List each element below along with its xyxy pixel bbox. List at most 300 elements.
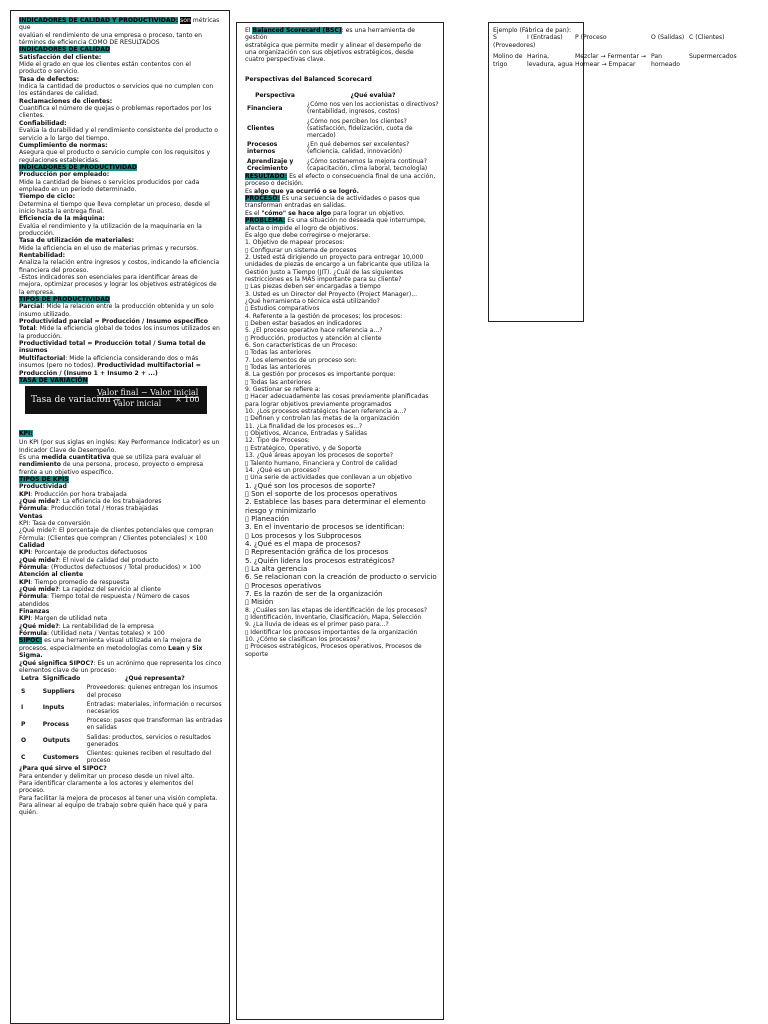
col1-line xyxy=(19,54,223,61)
column-1-text xyxy=(19,17,223,384)
col1-kpi-line xyxy=(19,608,223,615)
col1-kpi-line xyxy=(19,557,223,564)
col2-line xyxy=(245,540,439,548)
col2-text: 5. ¿El proceso operativo hace referencia a...? xyxy=(245,327,383,335)
col2-line xyxy=(245,239,439,246)
col2-text: ▯ Planeación xyxy=(245,514,290,523)
col1-kpi-text: Es una xyxy=(19,453,42,461)
sipoc-row xyxy=(19,749,225,765)
col1-line xyxy=(19,68,223,75)
col1-line xyxy=(19,61,223,68)
col2-line xyxy=(245,532,439,540)
col1-text: métricas que xyxy=(19,17,220,32)
col1-kpi-text: es una herramienta visual utilizada en la mejora de xyxy=(42,637,202,645)
col1-kpi-line xyxy=(19,439,223,446)
col1-text: empleado en un periodo determinado. xyxy=(19,185,137,193)
page-column-2 xyxy=(236,22,444,1020)
col2-text: ¿Qué herramienta o técnica está utilizando? xyxy=(245,297,380,305)
col1-text: Cuantifica el número de quejas o problemas reportados por los xyxy=(19,105,212,113)
col1-text: Reclamaciones de clientes: xyxy=(19,97,113,105)
col2-line xyxy=(245,188,439,195)
col2-text: 5. ¿Quién lidera los procesos estratégicos? xyxy=(245,556,395,565)
col1-line xyxy=(19,149,223,156)
col2-text: 2. Establece las bases para determinar el elemento xyxy=(245,498,426,507)
col1-sipoc-text: Para identificar claramente a los actores y elementos del xyxy=(19,780,194,788)
col1-line xyxy=(19,370,223,377)
col1-text: inicio hasta la entrega final. xyxy=(19,207,104,215)
col1-kpi-line xyxy=(19,579,223,586)
col1-kpi-text: : Porcentaje de productos defectuosos xyxy=(30,549,148,557)
page-column-1 xyxy=(10,10,230,1024)
col2-intro-text: cuatro perspectivas clave. xyxy=(245,56,326,64)
col1-text: servicio a lo largo del tiempo. xyxy=(19,134,110,142)
col1-text: financiera del proceso. xyxy=(19,266,89,274)
example-header: O (Salidas) xyxy=(651,34,685,42)
col1-line xyxy=(19,318,223,325)
col2-line xyxy=(245,607,439,614)
sipoc-cell: Customers xyxy=(42,753,79,761)
col2-text: Es una situación no deseada que interrumpe, xyxy=(285,217,426,225)
sipoc-cell: Suppliers xyxy=(42,687,75,695)
col2-line xyxy=(245,507,439,515)
col2-line xyxy=(245,523,439,531)
col1-kpi-text: Six xyxy=(192,644,203,652)
col1-kpi-line xyxy=(19,505,223,512)
col1-line xyxy=(19,112,223,119)
sipoc-table xyxy=(19,674,225,765)
col1-kpi-text: medida cuantitativa xyxy=(41,453,111,461)
column-2-bsc-intro xyxy=(245,27,439,64)
col2-text: ▯ Objetivos, Alcance, Entradas y Salidas xyxy=(245,430,368,438)
col1-line xyxy=(19,186,223,193)
col1-kpi-text: Fórmula: (Clientes que compran / Clientes potenciales) × 100 xyxy=(19,534,208,542)
col1-line xyxy=(19,325,223,332)
col1-kpi-text: KPI xyxy=(19,578,31,586)
col1-text: Mide la eficiencia en el uso de materias primas y recursos. xyxy=(19,244,199,252)
col1-line xyxy=(19,362,223,369)
sipoc-header-letra: Letra xyxy=(21,675,39,683)
col1-kpi-line xyxy=(19,601,223,608)
col1-kpi-text: KPI xyxy=(19,549,31,557)
col2-text: ▯ Procesos operativos xyxy=(245,581,322,590)
col1-kpi-text: : Margen de utilidad neta xyxy=(30,615,108,623)
sipoc-cell: Entradas: materiales, información o recursos necesarios xyxy=(86,700,222,715)
col2-text: 6. Se relacionan con la creación de producto o servicio xyxy=(245,573,437,582)
col1-sipoc-line xyxy=(19,809,223,816)
column-1-kpi-text xyxy=(19,439,223,674)
col1-line xyxy=(19,179,223,186)
col2-intro-line xyxy=(245,49,439,56)
col1-line xyxy=(19,46,223,53)
col2-text: algo que ya ocurrió o se logró. xyxy=(253,187,359,195)
sipoc-row xyxy=(19,700,225,716)
sipoc-row xyxy=(19,733,225,749)
col1-kpi-text: : Producción por hora trabajada xyxy=(30,490,127,498)
col2-line xyxy=(245,490,439,498)
col1-kpi-line xyxy=(19,476,223,483)
col2-text: unidades de piezas de encargo a un fabricante que utiliza la xyxy=(245,261,430,269)
kpi-tag: KPI: xyxy=(19,430,33,438)
col2-text: 8. ¿Cuáles son las etapas de identificación de los procesos? xyxy=(245,606,427,614)
col2-text: restricciones es la MÁS importante para su cliente? xyxy=(245,275,402,283)
col1-sipoc-text: ¿Para qué sirve el SIPOC? xyxy=(19,765,107,773)
col2-line xyxy=(245,349,439,356)
col2-line xyxy=(245,247,439,254)
col2-text: ▯ Todas las anteriores xyxy=(245,378,311,386)
col2-line xyxy=(245,320,439,327)
col1-text: Productividad total = Producción total / Suma total de insumos xyxy=(19,340,206,355)
col2-text: soporte xyxy=(245,650,269,658)
formula-multiplier: × 100 xyxy=(175,395,200,405)
col2-line xyxy=(245,261,439,268)
col1-line xyxy=(19,377,223,384)
col1-text: regulaciones establecidas. xyxy=(19,156,100,164)
col2-intro-line xyxy=(245,42,439,49)
col1-text: Mide la cantidad de bienes o servicios producidos por cada xyxy=(19,178,200,186)
col1-text: evalúan el rendimiento de una empresa o proceso, tanto en xyxy=(19,31,203,39)
col2-line xyxy=(245,283,439,290)
col1-sipoc-line xyxy=(19,773,223,780)
col2-line xyxy=(245,202,439,209)
col1-kpi-line xyxy=(19,652,223,659)
col2-line xyxy=(245,621,439,628)
col1-line xyxy=(19,193,223,200)
col1-kpi-text: Ventas xyxy=(19,512,43,520)
col2-text: 9. ¿La lluvia de ideas es el primer paso para...? xyxy=(245,621,389,629)
col1-kpi-text: atendidos xyxy=(19,600,50,608)
col1-kpi-line xyxy=(19,667,223,674)
sipoc-cell: Clientes: quienes reciben el resultado del proceso xyxy=(86,750,212,765)
col1-text: Productividad parcial = Producción / Insumo específico xyxy=(19,318,208,326)
example-value: Supermercados xyxy=(689,53,737,61)
col1-text: Producción por empleado: xyxy=(19,171,110,179)
col1-text: INDICADORES DE CALIDAD xyxy=(19,46,110,54)
col2-intro-text: Balanced Scorecard (BSC) xyxy=(252,27,342,34)
col1-sipoc-line xyxy=(19,802,223,809)
bsc-header-row xyxy=(245,91,441,100)
col2-text: ▯ Configurar un sistema de procesos xyxy=(245,246,357,254)
col2-line xyxy=(245,342,439,349)
col1-sipoc-text: Para entender y delimitar un proceso desde un nivel alto. xyxy=(19,772,195,780)
col1-text: : Mide la eficiencia global de todos los insumos utilizados en xyxy=(35,325,220,333)
col1-sipoc-text: quién. xyxy=(19,809,38,817)
col1-text: Total xyxy=(19,325,36,333)
col2-line xyxy=(245,313,439,320)
col1-text: -Estos indicadores son esenciales para identificar áreas de xyxy=(19,274,198,282)
col2-text: ▯ La alta gerencia xyxy=(245,564,308,573)
col2-line xyxy=(245,452,439,459)
example-header: P (Proceso xyxy=(575,34,607,42)
col2-line xyxy=(245,582,439,590)
col1-kpi-text: que se utiliza para evaluar el xyxy=(110,453,201,461)
col2-intro-text: estratégica que permite medir y alinear el desempeño de xyxy=(245,41,422,49)
col1-text: Multifactorial xyxy=(19,354,66,362)
col1-kpi-text: procesos, especialmente en metodologías como xyxy=(19,644,169,652)
col1-text: los estándares de calidad. xyxy=(19,90,99,98)
col2-line xyxy=(245,423,439,430)
col2-text: ▯ Todas las anteriores xyxy=(245,349,311,357)
col2-text: PROBLEMA: xyxy=(245,217,286,225)
col1-line xyxy=(19,223,223,230)
col2-line xyxy=(245,415,439,422)
sipoc-cell: Outputs xyxy=(42,737,71,745)
col1-kpi-text: Lean xyxy=(168,644,185,652)
col2-line xyxy=(245,474,439,481)
sipoc-cell: Proveedores: quienes entregan los insumos del proceso xyxy=(86,684,218,699)
example-header-row xyxy=(493,34,768,49)
col1-kpi-text: ¿Qué mide? xyxy=(19,556,59,564)
col2-line xyxy=(245,371,439,378)
col1-kpi-text: TIPOS DE KPIS xyxy=(19,475,69,483)
col1-text: Asegura que el producto o servicio cumple con los requisitos y xyxy=(19,149,211,157)
col1-text: Analiza la relación entre ingresos y costos, indicando la eficiencia xyxy=(19,259,220,267)
col1-kpi-line xyxy=(19,593,223,600)
col2-text: para lograr objetivos previamente programados xyxy=(245,400,392,408)
col2-text: ▯ Hacer adecuadamente las cosas previamente planificadas xyxy=(245,393,429,401)
bsc-row xyxy=(245,157,441,173)
col1-text: Producción / (Insumo 1 + Insumo 2 + ...) xyxy=(19,369,158,377)
col2-text: Es el xyxy=(245,209,262,217)
col2-text: Es el efecto o consecuencia final de una acción, xyxy=(287,173,436,181)
sipoc-cell: Salidas: productos, servicios o resultados generados xyxy=(86,733,211,748)
col2-line xyxy=(245,437,439,444)
col2-text: riesgo y minimizarlo xyxy=(245,506,317,515)
col1-line xyxy=(19,281,223,288)
col2-line xyxy=(245,460,439,467)
col1-kpi-text: KPI xyxy=(19,490,31,498)
col2-line xyxy=(245,482,439,490)
col2-line xyxy=(245,430,439,437)
bsc-perspectiva: Clientes xyxy=(247,124,275,132)
col2-text: Es algo que debe corregirse o mejorarse. xyxy=(245,231,371,239)
page-column-3 xyxy=(488,22,737,322)
col1-line xyxy=(19,17,223,32)
col2-text: afecta o impide el logro de objetivos. xyxy=(245,224,359,232)
col2-intro-line xyxy=(245,56,439,63)
example-value-row xyxy=(493,53,768,68)
col1-line xyxy=(19,355,223,362)
col1-kpi-text: : La rentabilidad de la empresa xyxy=(58,622,154,630)
sipoc-cell: O xyxy=(21,737,27,745)
formula-denominator: Valor inicial xyxy=(113,399,162,409)
col1-kpi-text: Fórmula xyxy=(19,630,47,638)
col1-kpi-line xyxy=(19,447,223,454)
col2-line xyxy=(245,629,439,636)
col2-line xyxy=(245,379,439,386)
col2-text: RESULTADO: xyxy=(245,173,288,181)
col2-text: ▯ Estratégico, Operativo, y de Soporte xyxy=(245,444,362,452)
col1-line xyxy=(19,39,223,46)
col1-kpi-line xyxy=(19,461,223,468)
col2-text: 4. Referente a la gestión de procesos; los procesos: xyxy=(245,312,403,320)
col1-text: mejora, optimizar procesos y lograr los objetivos estratégicos de xyxy=(19,281,217,289)
sipoc-row xyxy=(19,683,225,699)
col1-kpi-text: de una persona, proceso, proyecto o empresa xyxy=(60,461,204,469)
col2-intro-text: : es una herramienta de gestión xyxy=(245,27,416,42)
col1-kpi-text: ¿Qué mide?: El porcentaje de clientes potenciales que compran xyxy=(19,527,214,535)
formula-numerator: Valor final − Valor inicial xyxy=(97,388,199,398)
col1-kpi-text: y xyxy=(184,644,193,652)
col2-line xyxy=(245,573,439,581)
col2-text: ▯ Una serie de actividades que conllevan a un objetivo xyxy=(245,474,412,482)
col2-text: 3. Usted es un Director del Proyecto (Project Manager)... xyxy=(245,290,418,298)
variation-rate-formula xyxy=(25,386,207,414)
col1-line xyxy=(19,340,223,355)
bsc-perspectiva: Financiera xyxy=(247,104,283,112)
col1-text: la producción. xyxy=(19,332,62,340)
col1-kpi-line xyxy=(19,645,223,652)
sipoc-header-representa: ¿Qué representa? xyxy=(125,675,185,683)
col2-text: 14. ¿Qué es un proceso? xyxy=(245,466,320,474)
col2-text: proceso o decisión. xyxy=(245,180,304,188)
col2-text: Es xyxy=(245,187,254,195)
col2-text: ▯ Estudios comparativos xyxy=(245,305,320,313)
col2-text: ▯ Todas las anteriores xyxy=(245,364,311,372)
bsc-evalua: ¿Cómo nos perciben los clientes? (satisfacción, fidelización, cuota de mercado) xyxy=(307,117,413,140)
bsc-row xyxy=(245,140,441,156)
sipoc-cell: S xyxy=(21,687,26,695)
col2-text: para lograr un objetivo. xyxy=(331,209,405,217)
example-header: S (Proveedores) xyxy=(493,34,536,49)
col2-line xyxy=(245,651,439,658)
col1-text: TASA DE VARIACIÓN xyxy=(19,376,88,384)
col1-kpi-text: Fórmula xyxy=(19,505,47,513)
bsc-header-perspectiva: Perspectiva xyxy=(255,92,295,100)
col1-text: términos de eficiencia COMO DE RESULTADOS xyxy=(19,39,160,47)
sipoc-cell: P xyxy=(21,720,26,728)
col1-kpi-line xyxy=(19,483,223,490)
col2-text: Gestión Justo a Tiempo (JIT). ¿Cuál de las siguientes xyxy=(245,268,404,276)
col1-text: son xyxy=(180,17,191,24)
col1-kpi-line xyxy=(19,630,223,637)
col1-line xyxy=(19,201,223,208)
example-value: Mezclar → Fermentar → Hornear → Empacar xyxy=(575,53,647,68)
sipoc-cell: Proceso: pasos que transforman las entradas en salidas xyxy=(86,717,223,732)
col2-line xyxy=(245,298,439,305)
col1-text: INDICADORES DE CALIDAD Y PRODUCTIVIDAD: xyxy=(19,17,179,24)
col1-kpi-text: KPI: Tasa de conversión xyxy=(19,519,91,527)
col2-text: PROCESO: xyxy=(245,195,280,203)
sipoc-cell: I xyxy=(21,704,24,712)
col1-text: Productividad multifactorial = xyxy=(97,362,201,370)
col2-line xyxy=(245,643,439,650)
col1-kpi-text: ¿Qué significa SIPOC? xyxy=(19,659,94,667)
col1-kpi-line xyxy=(19,549,223,556)
col1-line xyxy=(19,135,223,142)
example-value: Pan horneado xyxy=(651,53,680,68)
col2-text: ▯ Las piezas deben ser encargadas a tiempo xyxy=(245,283,381,291)
col1-sipoc-text: proceso. xyxy=(19,787,45,795)
col1-line xyxy=(19,245,223,252)
col2-text: ▯ Producción, productos y atención al cliente xyxy=(245,334,382,342)
col1-kpi-text: Fórmula xyxy=(19,564,47,572)
col1-kpi-text: : El nivel de calidad del producto xyxy=(58,556,159,564)
col1-kpi-text: Indicador Clave de Desempeño. xyxy=(19,446,117,454)
col2-text: ▯ Identificación, Inventario, Clasificación, Mapa, Selección xyxy=(245,614,422,622)
col2-line xyxy=(245,498,439,506)
col1-text: : Mide la eficiencia considerando dos o más xyxy=(65,354,199,362)
col1-text: Tiempo de ciclo: xyxy=(19,193,76,201)
column-2-text xyxy=(245,173,439,658)
col1-kpi-text: Fórmula xyxy=(19,593,47,601)
col1-line xyxy=(19,105,223,112)
col1-text: Tasa de utilización de materiales: xyxy=(19,237,135,245)
col1-text: producto o servicio. xyxy=(19,68,80,76)
col2-line xyxy=(245,548,439,556)
col1-kpi-line xyxy=(19,491,223,498)
col2-intro-text: El xyxy=(245,27,253,34)
col1-text: Determina el tiempo que lleva completar un proceso, desde el xyxy=(19,200,210,208)
col1-text: producción. xyxy=(19,229,55,237)
col1-text: Parcial xyxy=(19,303,43,311)
col2-line xyxy=(245,232,439,239)
col2-line xyxy=(245,598,439,606)
col2-text: ▯ Misión xyxy=(245,598,274,607)
col1-kpi-text: Finanzas xyxy=(19,608,50,616)
col1-kpi-line xyxy=(19,637,223,644)
col1-kpi-line xyxy=(19,542,223,549)
col2-text: 12. Tipo de Procesos: xyxy=(245,437,310,445)
sipoc-cell: C xyxy=(21,753,26,761)
col2-line xyxy=(245,225,439,232)
bsc-evalua: ¿Cómo sostenemos la mejora continua? (capacitación, clima laboral, tecnología) xyxy=(307,157,428,172)
col1-line xyxy=(19,76,223,83)
col2-text: 6. Son características de un Proceso: xyxy=(245,342,358,349)
col2-line xyxy=(245,590,439,598)
col2-line xyxy=(245,180,439,187)
col1-line xyxy=(19,303,223,310)
col1-kpi-line xyxy=(19,571,223,578)
col2-line xyxy=(245,195,439,202)
col2-line xyxy=(245,467,439,474)
col1-text: INDICADORES DE PRODUCTIVIDAD xyxy=(19,163,137,171)
col1-text: Indica la cantidad de productos o servicios que no cumplen con xyxy=(19,83,214,91)
formula-label: Tasa de variación = xyxy=(31,395,121,406)
col2-text: 2. Usted está dirigiendo un proyecto para entregar 10,000 xyxy=(245,253,424,261)
col2-line xyxy=(245,305,439,312)
bsc-perspectiva: Aprendizaje y Crecimiento xyxy=(247,157,294,172)
col2-text: 1. Objetivo de mapear procesos: xyxy=(245,239,345,247)
col1-line xyxy=(19,127,223,134)
col2-line xyxy=(245,357,439,364)
col1-text: Cumplimiento de normas: xyxy=(19,141,108,149)
example-header: I (Entradas) xyxy=(527,34,563,42)
col2-text: ▯ Talento humano, Financiera y Control de calidad xyxy=(245,459,398,467)
sipoc-cell: Inputs xyxy=(42,704,65,712)
col1-text: insumos (pero no todos). xyxy=(19,362,98,370)
col2-text: 4. ¿Qué es el mapa de procesos? xyxy=(245,539,361,548)
col2-text: Es una secuencia de actividades o pasos que xyxy=(279,195,420,203)
col1-kpi-text: SIPOC: xyxy=(19,637,43,645)
col1-line xyxy=(19,267,223,274)
bsc-evalua: ¿Cómo nos ven los accionistas o directivos? (rentabilidad, ingresos, costos) xyxy=(307,101,439,116)
col1-line xyxy=(19,237,223,244)
example-value: Harina, levadura, agua xyxy=(527,53,573,68)
col1-line xyxy=(19,215,223,222)
col2-line xyxy=(245,386,439,393)
col2-text: ▯ Definen y controlan las metas de la organización xyxy=(245,415,400,423)
col1-sipoc-text: Para alinear al equipo de trabajo sobre quién hace qué y para xyxy=(19,802,208,810)
col1-kpi-text: : La rapidez del servicio al cliente xyxy=(58,586,161,594)
col2-text: 10. ¿Cómo se clasifican los procesos? xyxy=(245,636,360,644)
col1-kpi-text: : (Utilidad neta / Ventas totales) × 100 xyxy=(47,630,165,638)
col1-kpi-text: : Es un acrónimo que representa los cinco xyxy=(93,659,222,667)
col1-kpi-text: Sigma. xyxy=(19,652,43,660)
col2-text: "cómo" se hace algo xyxy=(261,209,332,217)
col1-text: Evalúa el rendimiento y la utilización de la maquinaria en la xyxy=(19,222,202,230)
col1-kpi-text: Un KPI (por sus siglas en inglés: Key Performance Indicator) es un xyxy=(19,439,220,447)
col1-kpi-line xyxy=(19,513,223,520)
